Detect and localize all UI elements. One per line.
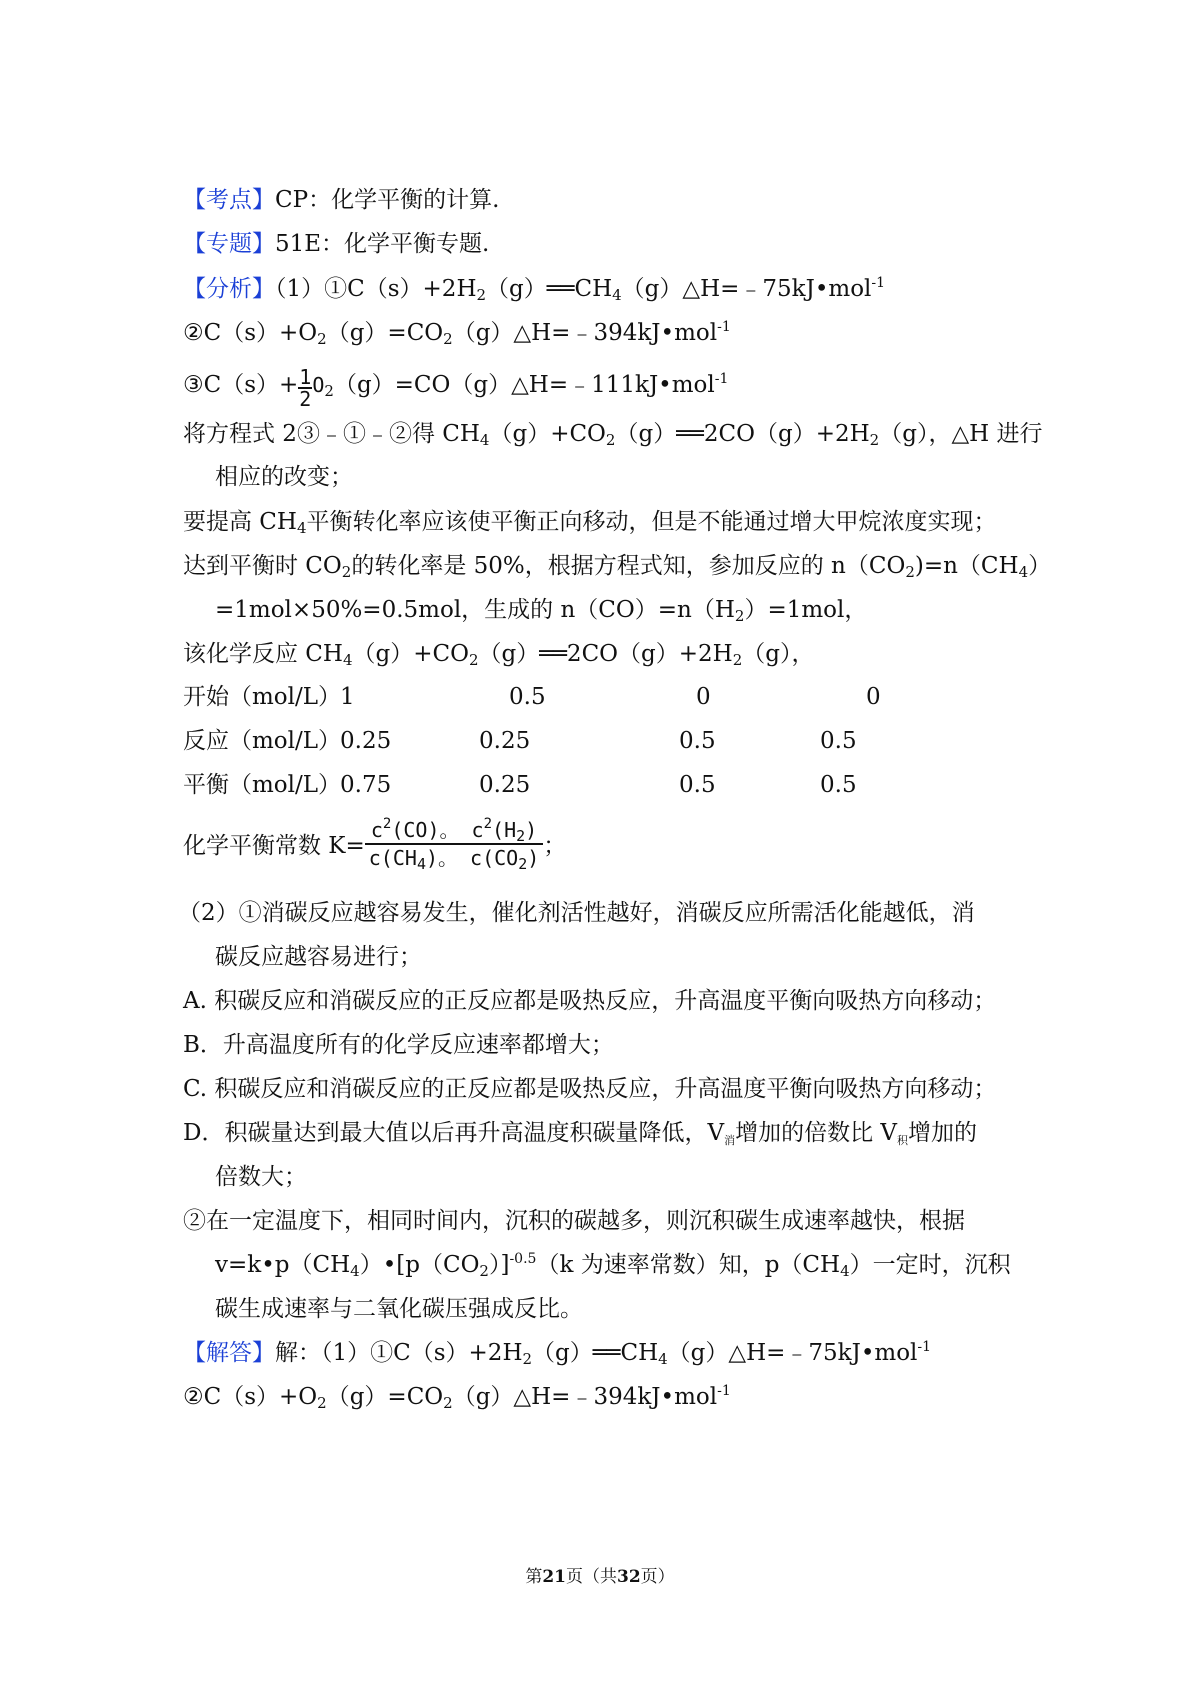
cell: 0.5 (679, 772, 716, 798)
zhuanti-tag: 【专题】 (183, 231, 275, 257)
sub: 4 (342, 651, 353, 669)
t: 的转化率是 50%，根据方程式知，参加反应的 n（CO (351, 553, 906, 579)
t: D．积碳量达到最大值以后再升高温度积碳量降低，V (183, 1120, 725, 1146)
jieda-tag: 【解答】 (183, 1340, 275, 1366)
k-expression (183, 815, 566, 876)
sub: 2 (468, 651, 479, 669)
t: (CO)。 c (391, 818, 484, 842)
t: （g）△H=﹣394kJ•mol (452, 320, 718, 346)
sub: 2 (479, 1262, 489, 1280)
t: ②C（s）+O (183, 320, 318, 346)
sup: 2 (382, 816, 392, 832)
fenxi-eq2 (183, 318, 731, 348)
k-fraction (365, 817, 544, 871)
fenxi-combine (183, 419, 1043, 449)
kaodian-text: CP：化学平衡的计算. (275, 187, 500, 213)
part2-e1: ②在一定温度下，相同时间内，沉积的碳越多，则沉积碳生成速率越快，根据 (183, 1208, 965, 1234)
half-fraction (298, 367, 312, 409)
t: （g）△H=﹣75kJ•mol (621, 276, 872, 302)
t: （g）△H=﹣75kJ•mol (667, 1340, 918, 1366)
o2-symbol: O (312, 373, 325, 397)
cell: 0.25 (479, 772, 531, 798)
t: 将方程式 2③﹣①﹣②得 CH (183, 421, 480, 447)
row-react-label: 反应（mol/L） (183, 728, 342, 754)
t: ) (527, 846, 540, 870)
t: ②C（s）+O (183, 1384, 318, 1410)
t: ③C（s）+ (183, 372, 299, 398)
cell: 0.25 (479, 728, 531, 754)
t: 增加的 (907, 1120, 977, 1146)
t: （g）=CO (326, 1384, 444, 1410)
sub: 2 (317, 330, 327, 348)
t: （g）+CO (352, 641, 469, 667)
sup: 2 (483, 816, 493, 832)
t: （g）△H=﹣394kJ•mol (452, 1384, 718, 1410)
t: )=n（CH (914, 553, 1019, 579)
zhuanti-text: 51E：化学平衡专题. (275, 231, 490, 257)
cell: 0.75 (340, 772, 392, 798)
part2-l2: 碳反应越容易进行； (215, 944, 422, 970)
cell: 0 (696, 684, 711, 710)
part2-l1: （2）①消碳反应越容易发生，催化剂活性越好，消碳反应所需活化能越低，消 (178, 900, 975, 926)
sub: 2 (317, 1394, 327, 1412)
sub: 4 (658, 1350, 668, 1368)
k-denominator (365, 843, 544, 871)
t: 页（共 (566, 1567, 617, 1587)
row-eq-label: 平衡（mol/L） (183, 772, 342, 798)
fenxi-eq1 (183, 274, 885, 304)
sup: -1 (917, 1339, 932, 1355)
part2-e2 (215, 1250, 1011, 1280)
sub: 2 (732, 651, 743, 669)
fenxi-reaction (183, 639, 815, 669)
t: 解：（1）①C（s）+2H (275, 1340, 523, 1366)
sub: 积 (896, 1134, 908, 1147)
t: （g）══2CO（g）+2H (478, 641, 733, 667)
t: （g）+CO (489, 421, 606, 447)
t: 该化学反应 CH (183, 641, 343, 667)
t: （k 为速率常数）知，p（CH (536, 1252, 841, 1278)
t: （g）══2CO（g）+2H (615, 421, 870, 447)
t: （1）①C（s）+2H (275, 276, 477, 302)
fenxi-raise (183, 507, 997, 537)
sub: 4 (350, 1262, 360, 1280)
t: （g）══CH (486, 276, 613, 302)
jieda-eq1 (183, 1338, 931, 1368)
page-number: 21 (542, 1567, 566, 1587)
sub: 消 (724, 1134, 736, 1147)
kaodian-tag: 【考点】 (183, 187, 275, 213)
sub: 2 (443, 330, 453, 348)
t: 平衡转化率应该使平衡正向移动，但是不能通过增大甲烷浓度实现； (306, 509, 997, 535)
row-start-label: 开始（mol/L） (183, 684, 342, 710)
option-d (183, 1118, 977, 1148)
t: （g），△H 进行 (879, 421, 1043, 447)
kaodian-line (183, 185, 499, 215)
cell: 0.5 (509, 684, 546, 710)
option-d2: 倍数大； (215, 1164, 307, 1190)
page-footer (0, 1565, 1200, 1589)
t: 第 (525, 1567, 543, 1587)
sub: 4 (1018, 563, 1029, 581)
t: (H (492, 818, 517, 842)
sup: -1 (717, 319, 731, 335)
t: ）•[p（CO (359, 1252, 480, 1278)
fenxi-eq3 (183, 365, 729, 411)
t: 增加的倍数比 V (735, 1120, 897, 1146)
t: ； (543, 833, 567, 859)
cell: 0.5 (820, 728, 857, 754)
t: ) (525, 818, 538, 842)
option-b: B．升高温度所有的化学反应速率都增大； (183, 1032, 614, 1058)
t: （g）， (742, 641, 815, 667)
t: 要提高 CH (183, 509, 297, 535)
sub: 2 (869, 431, 880, 449)
sub: 2 (734, 607, 745, 625)
zhuanti-line (183, 229, 489, 259)
k-label: 化学平衡常数 K= (183, 833, 365, 859)
fenxi-combine2: 相应的改变； (215, 464, 353, 490)
sup: -1 (717, 1383, 731, 1399)
sup: -0.5 (509, 1251, 537, 1267)
sub: 2 (476, 286, 487, 304)
sub: 2 (605, 431, 616, 449)
cell: 0.5 (679, 728, 716, 754)
t: （g）══CH (532, 1340, 659, 1366)
fenxi-tag: 【分析】 (183, 276, 275, 302)
t: c(CH (368, 846, 417, 870)
t: ） (1028, 553, 1052, 579)
frac-num: 1 (299, 365, 312, 389)
t: =1mol×50%=0.5mol，生成的 n（CO）=n（H (215, 597, 735, 623)
sub: 2 (522, 1350, 533, 1368)
cell: 0.5 (820, 772, 857, 798)
cell: 0 (866, 684, 881, 710)
sup: -1 (871, 275, 886, 291)
sub: 4 (840, 1262, 850, 1280)
frac-den: 2 (299, 387, 312, 411)
sup: -1 (714, 371, 729, 387)
jieda-eq2 (183, 1382, 731, 1412)
k-numerator (365, 817, 544, 843)
sub: 2 (905, 563, 915, 581)
cell: 1 (340, 684, 355, 710)
t: ）一定时，沉积 (849, 1252, 1011, 1278)
t: )。 c(CO (425, 846, 519, 870)
t: ）=1mol， (744, 597, 868, 623)
sub: 2 (516, 827, 526, 845)
cell: 0.25 (340, 728, 392, 754)
sub: 4 (416, 855, 426, 873)
t: （g）=CO (326, 320, 444, 346)
t: 达到平衡时 CO (183, 553, 342, 579)
t: ）] (488, 1252, 510, 1278)
page-total: 32 (617, 1567, 641, 1587)
option-a: A. 积碳反应和消碳反应的正反应都是吸热反应，升高温度平衡向吸热方向移动； (183, 988, 997, 1014)
sub: 4 (479, 431, 490, 449)
t: c (370, 818, 383, 842)
sub: 2 (518, 855, 528, 873)
t: 页） (640, 1567, 675, 1587)
sub: 2 (443, 1394, 453, 1412)
part2-e3: 碳生成速率与二氧化碳压强成反比。 (215, 1296, 583, 1322)
t: （g）=CO（g）△H=﹣111kJ•mol (333, 372, 715, 398)
fenxi-conv (183, 551, 1051, 581)
fenxi-conv2 (215, 595, 867, 625)
option-c: C. 积碳反应和消碳反应的正反应都是吸热反应，升高温度平衡向吸热方向移动； (183, 1076, 997, 1102)
t: v=k•p（CH (215, 1252, 351, 1278)
sub: 4 (296, 519, 307, 537)
sub: 2 (341, 563, 352, 581)
sub: 4 (612, 286, 622, 304)
sub: 2 (324, 382, 334, 400)
